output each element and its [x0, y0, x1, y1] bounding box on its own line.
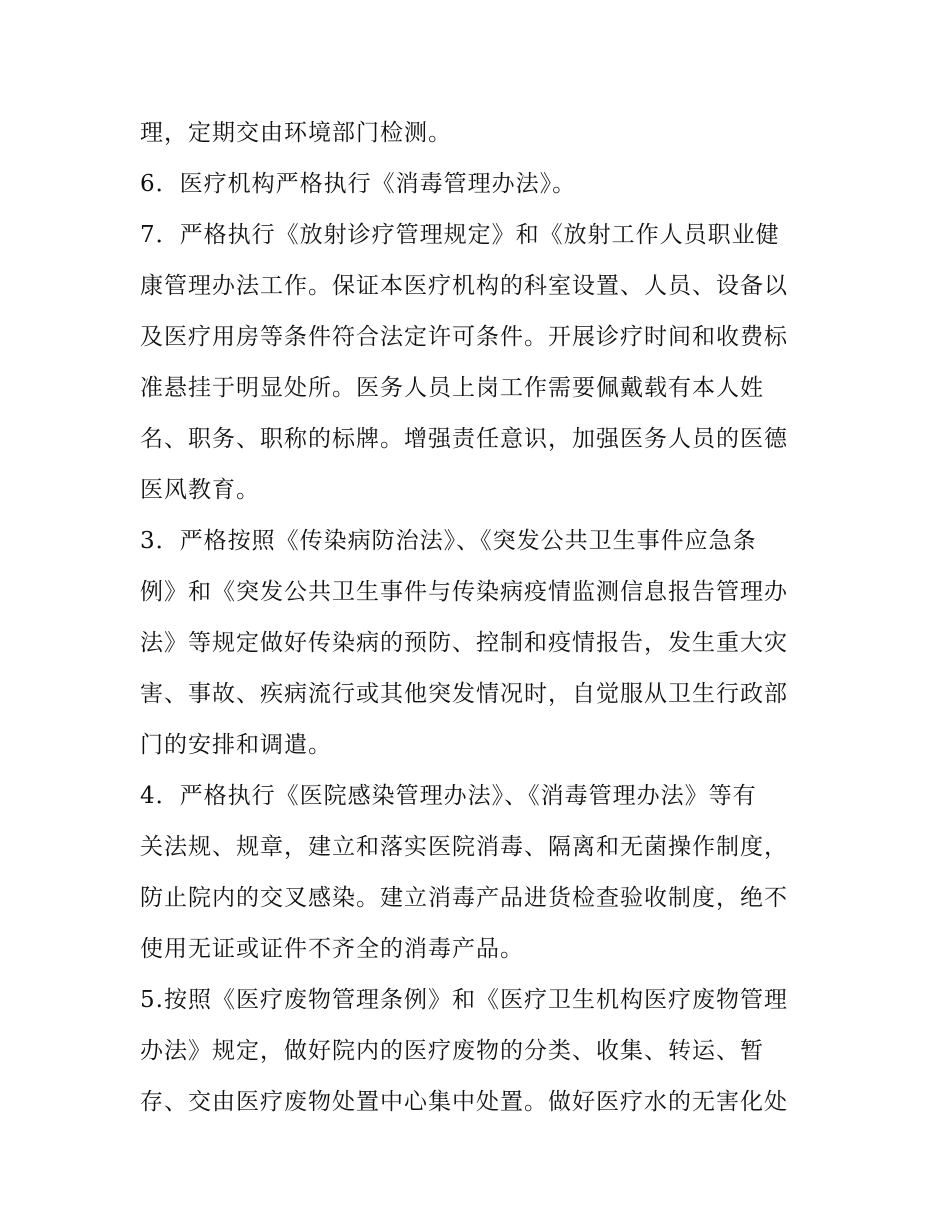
text-line: 名、职务、职称的标牌。增强责任意识，加强医务人员的医德: [140, 426, 788, 452]
text-line: 法》等规定做好传染病的预防、控制和疫情报告，发生重大灾: [140, 630, 788, 656]
text-line: 门的安排和调遣。: [140, 732, 332, 758]
text-line: 准悬挂于明显处所。医务人员上岗工作需要佩戴载有本人姓: [140, 375, 764, 401]
text-line: 7．严格执行《放射诊疗管理规定》和《放射工作人员职业健: [140, 222, 780, 248]
text-line: 理，定期交由环境部门检测。: [140, 120, 452, 146]
text-line: 康管理办法工作。保证本医疗机构的科室设置、人员、设备以: [140, 273, 788, 299]
document-page: [140, 108, 820, 1128]
text-line: 3．严格按照《传染病防治法》、《突发公共卫生事件应急条: [140, 528, 757, 554]
text-line: 使用无证或证件不齐全的消毒产品。: [140, 936, 524, 962]
text-line: 及医疗用房等条件符合法定许可条件。开展诊疗时间和收费标: [140, 324, 788, 350]
text-line: 4．严格执行《医院感染管理办法》、《消毒管理办法》等有: [140, 783, 757, 809]
text-line: 5.按照《医疗废物管理条例》和《医疗卫生机构医疗废物管理: [140, 987, 788, 1013]
text-line: 例》和《突发公共卫生事件与传染病疫情监测信息报告管理办: [140, 579, 788, 605]
text-line: 害、事故、疾病流行或其他突发情况时，自觉服从卫生行政部: [140, 681, 788, 707]
text-line: 6．医疗机构严格执行《消毒管理办法》。: [140, 171, 577, 197]
text-line: 防止院内的交叉感染。建立消毒产品进货检查验收制度，绝不: [140, 885, 788, 911]
text-line: 医风教育。: [140, 477, 260, 503]
text-line: 存、交由医疗废物处置中心集中处置。做好医疗水的无害化处: [140, 1089, 788, 1115]
text-line: 办法》规定，做好院内的医疗废物的分类、收集、转运、暂: [140, 1038, 764, 1064]
text-line: 关法规、规章，建立和落实医院消毒、隔离和无菌操作制度，: [140, 834, 788, 860]
